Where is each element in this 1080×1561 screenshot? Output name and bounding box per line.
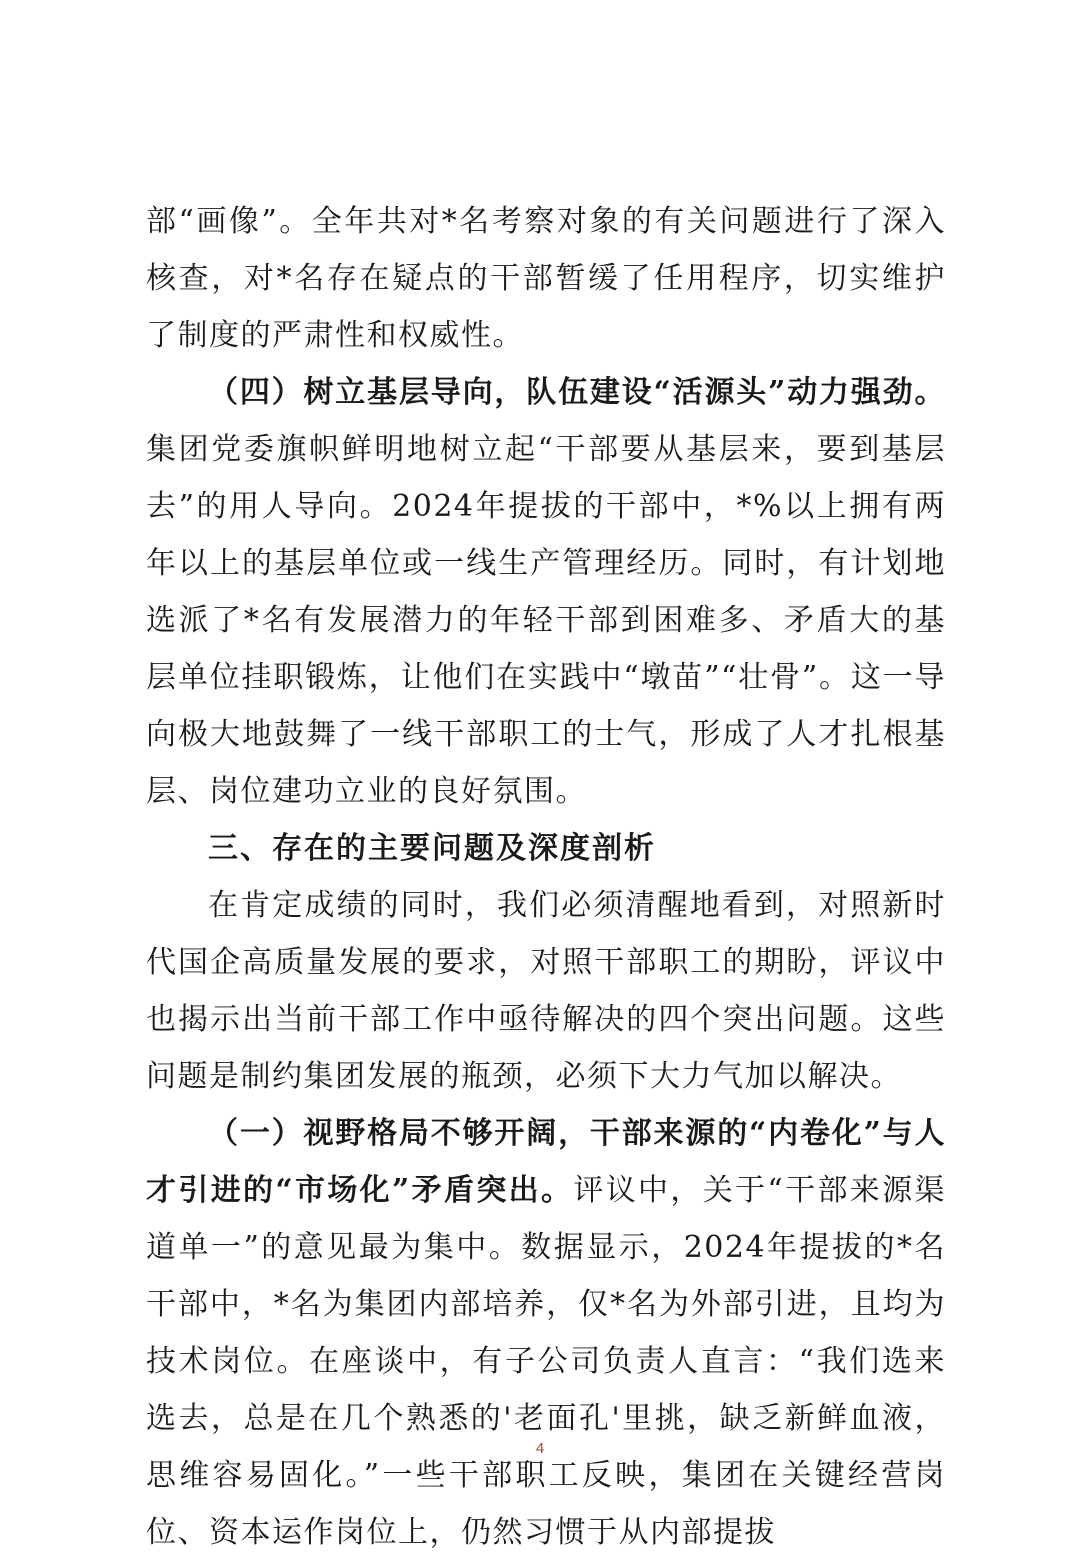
paragraph-lead-heading: （四）树立基层导向，队伍建设“活源头”动力强劲。 [208, 375, 946, 410]
paragraph-subheading-4 [146, 364, 946, 820]
paragraph-text: 部“画像”。全年共对*名考察对象的有关问题进行了深入核查，对*名存在疑点的干部暂缓了任用程序，切实维护了制度的严肃性和权威性。 [146, 204, 946, 353]
paragraph-text: 在肯定成绩的同时，我们必须清醒地看到，对照新时代国企高质量发展的要求，对照干部职工的期盼，评议中也揭示出当前干部工作中亟待解决的四个突出问题。这些问题是制约集团发展的瓶颈，必须下大力气加以解决。 [146, 888, 946, 1094]
section-heading [146, 820, 946, 877]
page-number: 4 [535, 1440, 545, 1457]
paragraph-text: 集团党委旗帜鲜明地树立起“干部要从基层来，要到基层去”的用人导向。2024年提拔的干部中，*%以上拥有两年以上的基层单位或一线生产管理经历。同时，有计划地选派了*名有发展潜力的年轻干部到困难多、矛盾大的基层单位挂职锻炼，让他们在实践中“墩苗”“壮骨”。这一导向极大地鼓舞了一线干部职工的士气，形成了人才扎根基层、岗位建功立业的良好氛围。 [146, 432, 946, 809]
section-heading-text: 三、存在的主要问题及深度剖析 [208, 831, 656, 866]
document-body [146, 193, 946, 1561]
paragraph-intro [146, 877, 946, 1105]
paragraph-lead-heading: （一）视野格局不够开阔，干部来源的“内卷化”与人才引进的“市场化”矛盾突出。 [146, 1116, 946, 1208]
paragraph-continuation [146, 193, 946, 364]
paragraph-subheading-1 [146, 1105, 946, 1561]
paragraph-text: 评议中，关于“干部来源渠道单一”的意见最为集中。数据显示，2024年提拔的*名干部中，*名为集团内部培养，仅*名为外部引进，且均为技术岗位。在座谈中，有子公司负责人直言：“我们选来选去，总是在几个熟悉的'老面孔'里挑，缺乏新鲜血液，思维容易固化。”一些干部职工反映，集团在关键经营岗位、资本运作岗位上，仍然习惯于从内部提拔 [146, 1173, 946, 1550]
